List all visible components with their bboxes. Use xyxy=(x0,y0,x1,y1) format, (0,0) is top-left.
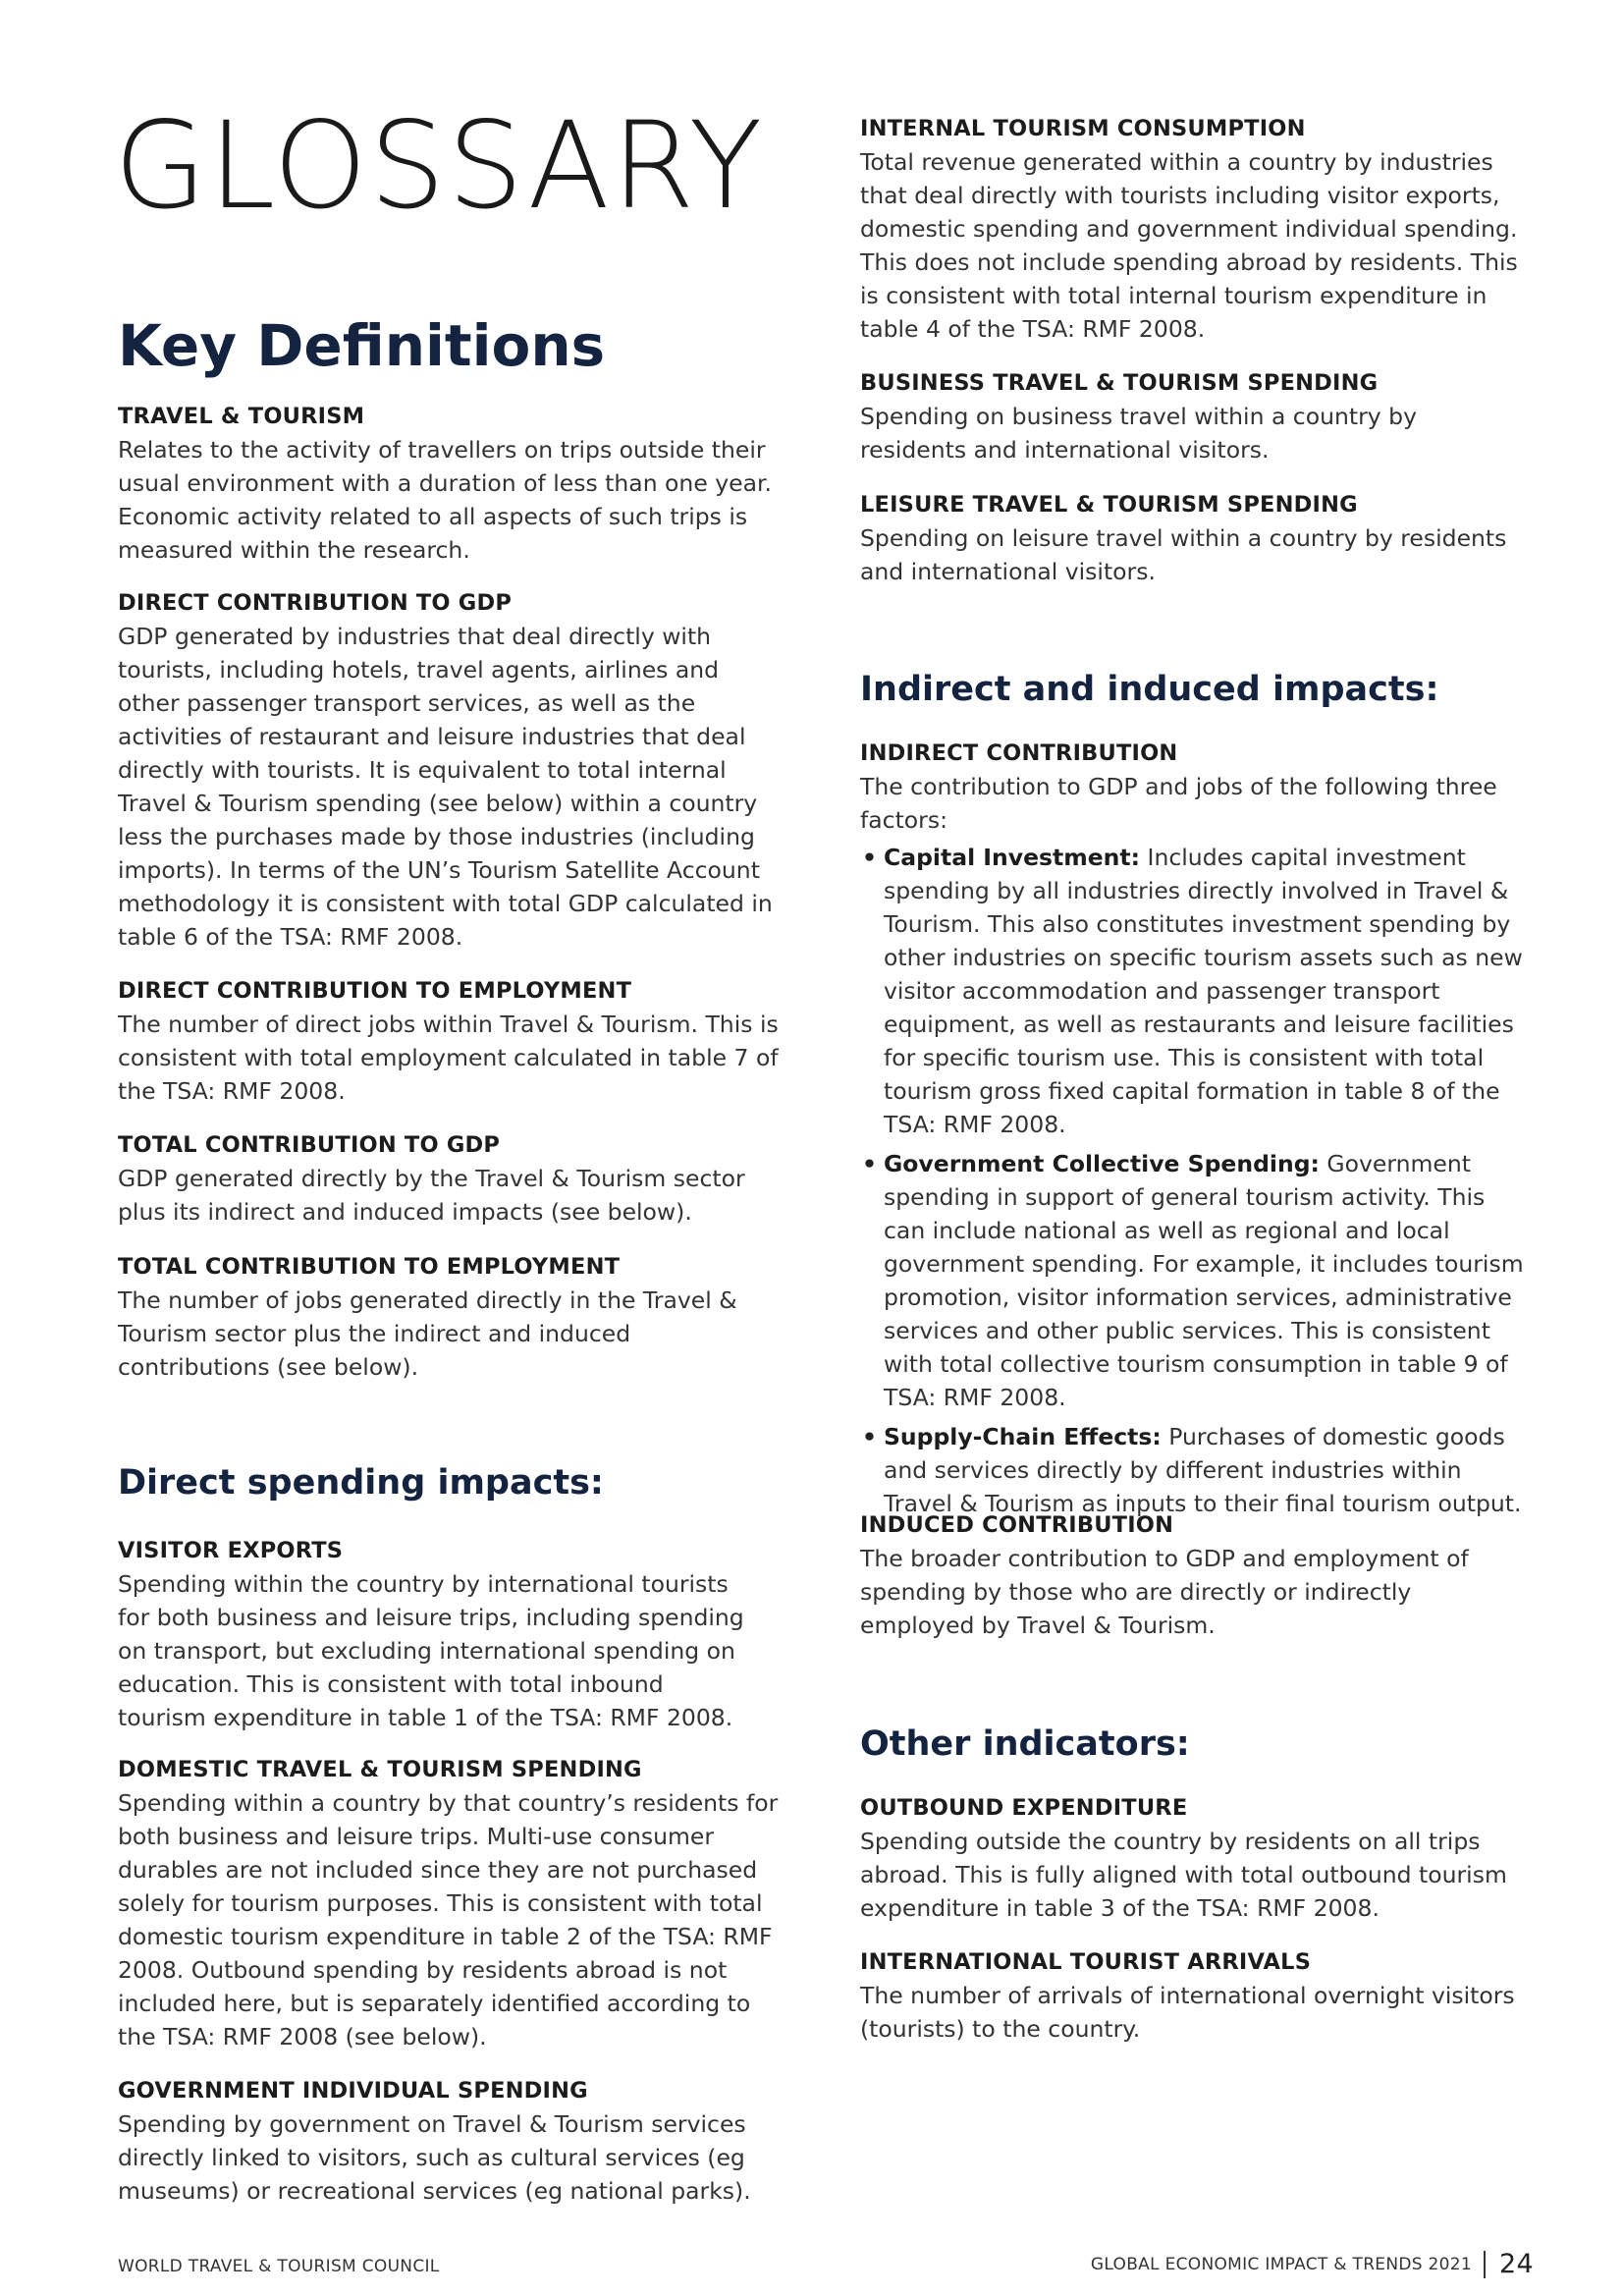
key-definitions-heading: Key Definitions xyxy=(118,312,606,379)
glossary-entry xyxy=(118,1534,746,1734)
glossary-entry xyxy=(860,737,1528,1526)
footer-report-title: GLOBAL ECONOMIC IMPACT & TRENDS 2021 xyxy=(1090,2254,1473,2274)
list-item xyxy=(862,1420,1528,1520)
glossary-entry xyxy=(118,400,785,567)
term: INDIRECT CONTRIBUTION xyxy=(860,740,1178,766)
term: TRAVEL & TOURISM xyxy=(118,404,365,429)
footer-report xyxy=(1091,2249,1534,2279)
glossary-entry xyxy=(118,2074,766,2208)
glossary-entry xyxy=(860,1945,1528,2046)
term: INDUCED CONTRIBUTION xyxy=(860,1512,1174,1538)
definition: The broader contribution to GDP and employment of spending by those who are directly or indirectly employed by Travel & Tourism. xyxy=(860,1545,1469,1639)
glossary-entry xyxy=(860,488,1528,588)
definition: The number of direct jobs within Travel & Tourism. This is consistent with total employment calculated in table 7 of the TSA: RMF 2008. xyxy=(118,1011,779,1105)
term: TOTAL CONTRIBUTION TO GDP xyxy=(118,1132,501,1158)
indirect-factor-list xyxy=(860,841,1528,1520)
bullet-lead: Supply-Chain Effects: xyxy=(884,1423,1162,1450)
bullet-text: Includes capital investment spending by all industries directly involved in Travel & Tourism. This also constitutes investment spending by other industries on specific tourism assets such as new visitor accommodation and passenger transport equipment, as well as restaurants and leisure facilities for specific tourism use. This is consistent with total tourism gross fixed capital formation in table 8 of the TSA: RMF 2008. xyxy=(884,844,1523,1138)
glossary-entry xyxy=(860,366,1528,466)
glossary-entry xyxy=(118,586,785,954)
direct-spending-heading: Direct spending impacts: xyxy=(118,1463,604,1503)
definition: GDP generated by industries that deal directly with tourists, including hotels, travel agents, airlines and other passenger transport services, as well as the activities of restaurant and leisure industries that deal directly with tourists. It is equivalent to total internal Travel & Tourism spending (see below) within a country less the purchases made by those industries (including imports). In terms of the UN’s Tourism Satellite Account methodology it is consistent with total GDP calculated in table 6 of the TSA: RMF 2008. xyxy=(118,623,773,951)
definition: Total revenue generated within a country by industries that deal directly with tourists including visitor exports, domestic spending and government individual spending. This does not include spending abroad by residents. This is consistent with total internal tourism expenditure in table 4 of the TSA: RMF 2008. xyxy=(860,148,1518,343)
term: OUTBOUND EXPENDITURE xyxy=(860,1795,1188,1821)
term: DOMESTIC TRAVEL & TOURISM SPENDING xyxy=(118,1757,642,1782)
bullet-icon: • xyxy=(862,844,878,871)
definition: The contribution to GDP and jobs of the following three factors: xyxy=(860,773,1497,834)
list-item xyxy=(862,1147,1528,1414)
definition: Spending within a country by that country’s residents for both business and leisure trips. Multi-use consumer durables are not included since they are not purchased solely for tourism purposes. This is consistent with total domestic tourism expenditure in table 2 of the TSA: RMF 2008. Outbound spending by residents abroad is not included here, but is separately identified according to the TSA: RMF 2008 (see below). xyxy=(118,1789,779,2050)
bullet-text: Purchases of domestic goods and services directly by different industries within Travel & Tourism as inputs to their final tourism output. xyxy=(884,1423,1522,1517)
definition: Spending outside the country by residents on all trips abroad. This is fully aligned with total outbound tourism expenditure in table 3 of the TSA: RMF 2008. xyxy=(860,1828,1507,1922)
page-number: 24 xyxy=(1499,2249,1534,2279)
bullet-icon: • xyxy=(862,1423,878,1450)
glossary-entry xyxy=(118,1753,795,2053)
definition: GDP generated directly by the Travel & Tourism sector plus its indirect and induced impacts (see below). xyxy=(118,1165,745,1226)
bullet-text: Government spending in support of general tourism activity. This can include national as well as regional and local government spending. For example, it includes tourism promotion, visitor information services, administrative services and other public services. This is consistent with total collective tourism consumption in table 9 of TSA: RMF 2008. xyxy=(884,1150,1524,1411)
definition: The number of arrivals of international overnight visitors (tourists) to the country. xyxy=(860,1982,1515,2043)
footer-organization: WORLD TRAVEL & TOURISM COUNCIL xyxy=(118,2257,440,2276)
footer-divider xyxy=(1484,2251,1486,2278)
other-indicators-heading: Other indicators: xyxy=(860,1724,1190,1764)
term: LEISURE TRAVEL & TOURISM SPENDING xyxy=(860,492,1358,518)
definition: Relates to the activity of travellers on trips outside their usual environment with a duration of less than one year. Economic activity related to all aspects of such trips is measured within the research. xyxy=(118,436,772,564)
term: DIRECT CONTRIBUTION TO EMPLOYMENT xyxy=(118,978,632,1004)
glossary-entry xyxy=(118,1128,785,1229)
term: GOVERNMENT INDIVIDUAL SPENDING xyxy=(118,2078,588,2104)
term: INTERNATIONAL TOURIST ARRIVALS xyxy=(860,1949,1312,1975)
term: BUSINESS TRAVEL & TOURISM SPENDING xyxy=(860,370,1379,396)
term: VISITOR EXPORTS xyxy=(118,1538,344,1563)
bullet-icon: • xyxy=(862,1150,878,1177)
term: INTERNAL TOURISM CONSUMPTION xyxy=(860,116,1306,141)
glossary-entry xyxy=(118,1250,746,1384)
definition: Spending by government on Travel & Tourism services directly linked to visitors, such as cultural services (eg museums) or recreational services (eg national parks). xyxy=(118,2110,751,2205)
definition: Spending within the country by international tourists for both business and leisure trips, including spending on transport, but excluding international spending on education. This is consistent with total inbound tourism expenditure in table 1 of the TSA: RMF 2008. xyxy=(118,1570,744,1731)
glossary-entry xyxy=(860,1508,1528,1642)
glossary-entry xyxy=(860,1791,1528,1925)
list-item xyxy=(862,841,1528,1141)
indirect-induced-heading: Indirect and induced impacts: xyxy=(860,670,1439,709)
definition: The number of jobs generated directly in the Travel & Tourism sector plus the indirect and induced contributions (see below). xyxy=(118,1286,737,1381)
bullet-lead: Government Collective Spending: xyxy=(884,1150,1320,1177)
definition: Spending on business travel within a country by residents and international visitors. xyxy=(860,403,1417,464)
glossary-entry xyxy=(860,112,1528,346)
bullet-lead: Capital Investment: xyxy=(884,844,1141,871)
definition: Spending on leisure travel within a country by residents and international visitors. xyxy=(860,524,1507,585)
term: TOTAL CONTRIBUTION TO EMPLOYMENT xyxy=(118,1254,621,1280)
glossary-entry xyxy=(118,974,785,1108)
term: DIRECT CONTRIBUTION TO GDP xyxy=(118,590,513,616)
page-title: GLOSSARY xyxy=(114,96,765,236)
